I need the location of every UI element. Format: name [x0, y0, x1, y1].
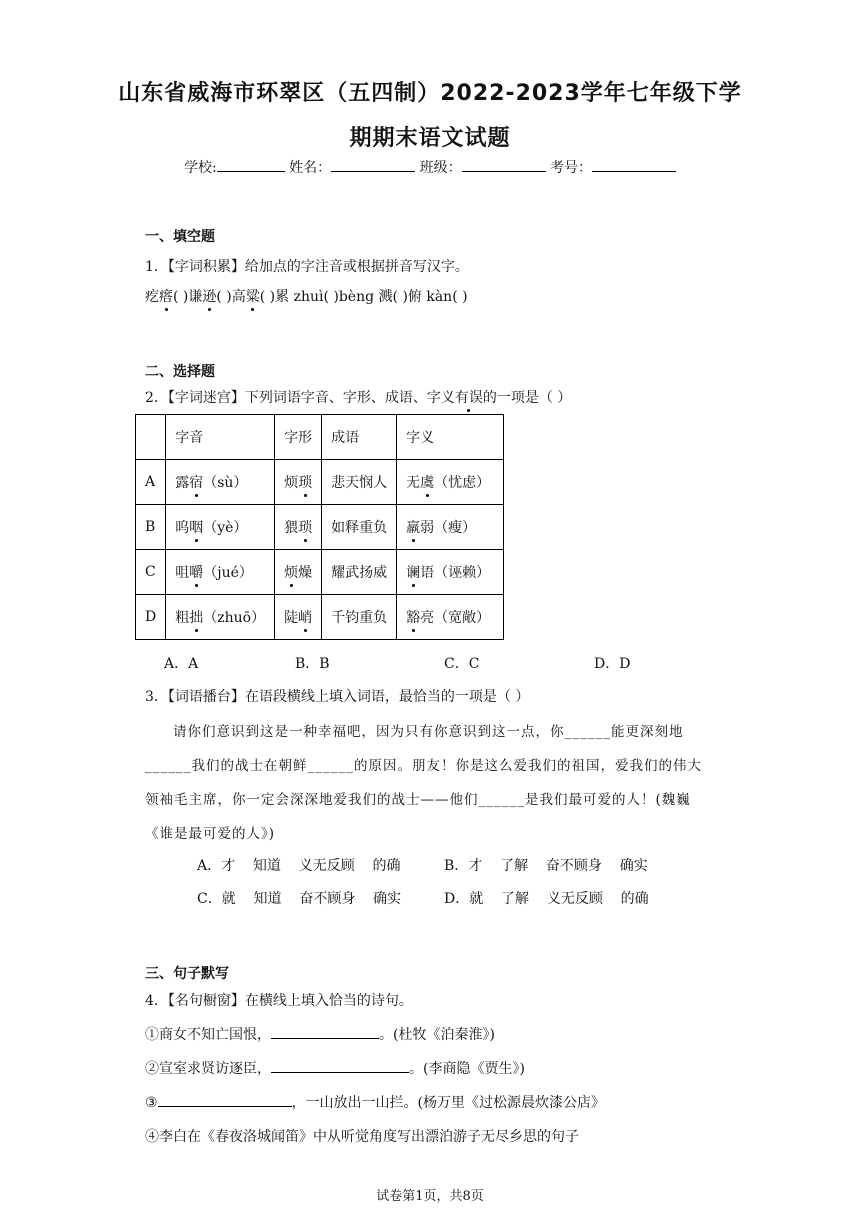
q3-passage-line: 请你们意识到这是一种幸福吧，因为只有你意识到这一点，你______能更深刻地 [173, 724, 684, 740]
q2-option-d[interactable]: D．D [594, 656, 631, 672]
row-label: A [136, 460, 166, 505]
row-label: B [136, 505, 166, 550]
table-header-cell [136, 415, 166, 460]
q4-stem: 4．【名句橱窗】在横线上填入恰当的诗句。 [145, 993, 413, 1009]
q3-option-d[interactable]: D．就 了解 义无反顾 的确 [444, 891, 649, 907]
row-label: C [136, 550, 166, 595]
table-header-cell: 字形 [275, 415, 322, 460]
student-info-line [0, 157, 860, 177]
table-cell: 如释重负 [322, 505, 397, 550]
table-cell: 无虞（忧虑） [397, 460, 504, 505]
table-cell: 悲天悯人 [322, 460, 397, 505]
class-field[interactable] [462, 157, 546, 172]
answer-blank[interactable] [158, 1092, 292, 1107]
school-label: 学校: [183, 160, 217, 176]
table-header-cell: 字音 [166, 415, 275, 460]
table-row [136, 595, 504, 640]
q4-item-3: ③ ，一山放出一山拦。(杨万里《过松源晨炊漆公店》 [145, 1092, 605, 1112]
q2-option-b[interactable]: B．B [295, 656, 330, 672]
table-row [136, 460, 504, 505]
section-heading-fill: 一、填空题 [145, 229, 215, 245]
table-cell: 咀嚼（jué） [166, 550, 275, 595]
row-label: D [136, 595, 166, 640]
table-header-row [136, 415, 504, 460]
q3-passage-line: ______我们的战士在朝鲜______的原因。朋友！你是这么爱我们的祖国，爱我们的伟大 [145, 758, 702, 774]
q1-stem: 1．【字词积累】给加点的字注音或根据拼音写汉字。 [145, 259, 469, 275]
table-cell: 露宿（sù） [166, 460, 275, 505]
answer-blank[interactable] [271, 1058, 409, 1073]
q4-item-2: ②宣室求贤访逐臣， 。(李商隐《贾生》) [145, 1058, 525, 1078]
table-cell: 谰语（诬赖） [397, 550, 504, 595]
q2-table [135, 414, 504, 640]
school-field[interactable] [217, 157, 285, 172]
section-heading-choice: 二、选择题 [145, 364, 215, 380]
table-header-cell: 成语 [322, 415, 397, 460]
q3-stem: 3．【词语播台】在语段横线上填入词语，最恰当的一项是（ ） [145, 689, 530, 705]
q1-item: bèng 溅( ) [338, 289, 408, 305]
answer-blank[interactable] [271, 1024, 379, 1039]
q2-stem: 2．【字词迷宫】下列词语字音、字形、成语、字义有误的一项是（ ） [145, 387, 571, 407]
title-line-1: 山东省威海市环翠区（五四制）2022-2023学年七年级下学 [118, 81, 742, 106]
section-heading-dictation: 三、句子默写 [145, 966, 229, 982]
q1-item: 俯 kàn( ) [407, 289, 468, 305]
table-cell: 烦燥 [275, 550, 322, 595]
q3-option-c[interactable]: C．就 知道 奋不顾身 确实 [197, 891, 402, 907]
table-header-cell: 字义 [397, 415, 504, 460]
name-label: 姓名： [289, 160, 332, 176]
table-cell: 烦琐 [275, 460, 322, 505]
q1-item: 高粱( ) [232, 289, 275, 305]
page-footer: 试卷第1页，共8页 [376, 1189, 484, 1204]
table-cell: 陡峭 [275, 595, 322, 640]
table-cell: 粗拙（zhuō） [166, 595, 275, 640]
table-cell: 羸弱（瘦） [397, 505, 504, 550]
q2-option-a[interactable]: A．A [164, 656, 199, 672]
table-cell: 呜咽（yè） [166, 505, 275, 550]
exam-no-field[interactable] [592, 157, 676, 172]
q1-item: 谦逊( ) [188, 289, 231, 305]
table-row [136, 550, 504, 595]
q3-passage-line: 领袖毛主席，你一定会深深地爱我们的战士——他们______是我们最可爱的人！(魏巍 [145, 792, 691, 808]
table-cell: 千钧重负 [322, 595, 397, 640]
q1-items [145, 286, 468, 306]
q4-item-1: ①商女不知亡国恨， 。(杜牧《泊秦淮》) [145, 1024, 495, 1044]
q1-item: 累 zhuì( ) [275, 289, 339, 305]
title-line-2: 期期末语文试题 [349, 126, 511, 151]
q3-option-b[interactable]: B．才 了解 奋不顾身 确实 [444, 858, 648, 874]
q4-item-4: ④李白在《春夜洛城闻笛》中从听觉角度写出漂泊游子无尽乡思的句子 [145, 1129, 579, 1145]
q3-passage-line: 《谁是最可爱的人》) [145, 826, 276, 842]
q1-item: 疙瘩( ) [145, 289, 188, 305]
table-cell: 豁亮（宽敞） [397, 595, 504, 640]
table-cell: 猥琐 [275, 505, 322, 550]
class-label: 班级： [419, 160, 462, 176]
q3-option-a[interactable]: A．才 知道 义无反顾 的确 [197, 858, 401, 874]
name-field[interactable] [331, 157, 415, 172]
q2-option-c[interactable]: C．C [444, 656, 480, 672]
table-row [136, 505, 504, 550]
table-cell: 耀武扬威 [322, 550, 397, 595]
exam-no-label: 考号： [550, 160, 593, 176]
